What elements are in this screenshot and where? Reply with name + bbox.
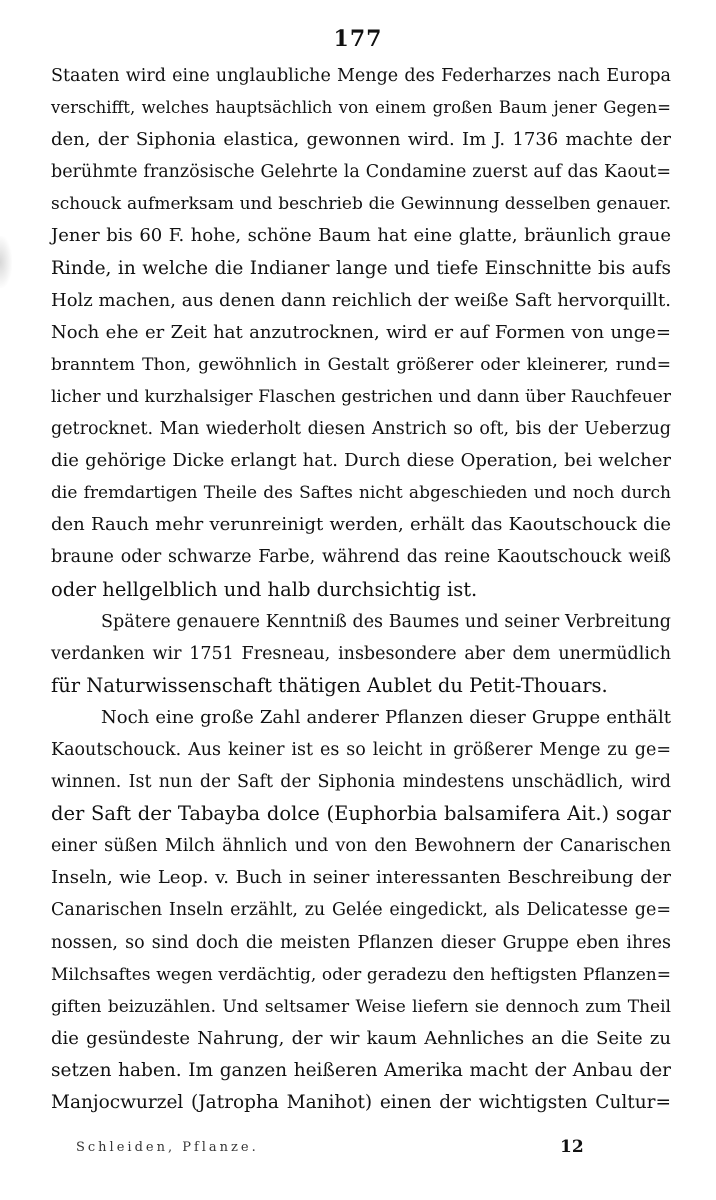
text-line: Staaten wird eine unglaubliche Menge des Federharzes nach Europa xyxy=(51,66,671,86)
text-line: Jener bis 60 F. hohe, schöne Baum hat eine glatte, bräunlich graue xyxy=(51,225,671,247)
text-line: Spätere genauere Kenntniß des Baumes und seiner Verbreitung xyxy=(101,611,671,632)
text-line: Noch ehe er Zeit hat anzutrocknen, wird er auf Formen von unge= xyxy=(51,321,671,343)
text-line: Rinde, in welche die Indianer lange und tiefe Einschnitte bis aufs xyxy=(51,257,671,279)
text-line: Inseln, wie Leop. v. Buch in seiner interessanten Beschreibung der xyxy=(51,867,671,889)
page-edge-smudge xyxy=(0,236,12,288)
body-text xyxy=(51,60,671,1119)
text-line: nossen, so sind doch die meisten Pflanzen dieser Gruppe eben ihres xyxy=(51,932,671,953)
text-line: den, der Siphonia elastica, gewonnen wird. Im J. 1736 machte der xyxy=(51,129,671,151)
text-line: Canarischen Inseln erzählt, zu Gelée eingedickt, als Delicatesse ge= xyxy=(51,900,671,921)
text-line: oder hellgelblich und halb durchsichtig ist. xyxy=(51,577,478,601)
text-line: Manjocwurzel (Jatropha Manihot) einen der wichtigsten Cultur= xyxy=(51,1092,671,1113)
text-line: schouck aufmerksam und beschrieb die Gewinnung desselben genauer. xyxy=(51,194,671,215)
text-line: Milchsaftes wegen verdächtig, oder geradezu den heftigsten Pflanzen= xyxy=(51,964,671,985)
text-line: branntem Thon, gewöhnlich in Gestalt größerer oder kleinerer, rund= xyxy=(51,354,671,375)
text-line: verdanken wir 1751 Fresneau, insbesondere aber dem unermüdlich xyxy=(51,643,671,664)
text-line: braune oder schwarze Farbe, während das reine Kaoutschouck weiß xyxy=(51,547,671,568)
text-line: Noch eine große Zahl anderer Pflanzen dieser Gruppe enthält xyxy=(101,706,671,728)
text-line: einer süßen Milch ähnlich und von den Bewohnern der Canarischen xyxy=(51,836,671,857)
text-line: den Rauch mehr verunreinigt werden, erhält das Kaoutschouck die xyxy=(51,514,671,536)
text-line: verschifft, welches hauptsächlich von einem großen Baum jener Gegen= xyxy=(51,98,671,118)
page-number: 177 xyxy=(333,26,383,52)
text-line: die gehörige Dicke erlangt hat. Durch diese Operation, bei welcher xyxy=(51,450,671,472)
text-line: setzen haben. Im ganzen heißeren Amerika macht der Anbau der xyxy=(51,1059,671,1081)
footer-signature: Schleiden, Pflanze. xyxy=(76,1140,259,1155)
text-line: die fremdartigen Theile des Saftes nicht abgeschieden und noch durch xyxy=(51,483,671,504)
text-line: licher und kurzhalsiger Flaschen gestrichen und dann über Rauchfeuer xyxy=(51,386,671,407)
text-line: Kaoutschouck. Aus keiner ist es so leicht in größerer Menge zu ge= xyxy=(51,739,671,760)
text-line: giften beizuzählen. Und seltsamer Weise liefern sie dennoch zum Theil xyxy=(51,996,671,1017)
sheet-number: 12 xyxy=(560,1137,584,1157)
text-line: Holz machen, aus denen dann reichlich der weiße Saft hervorquillt. xyxy=(51,289,671,311)
text-line: die gesündeste Nahrung, der wir kaum Aehnliches an die Seite zu xyxy=(51,1027,671,1049)
text-line: winnen. Ist nun der Saft der Siphonia mindestens unschädlich, wird xyxy=(51,772,671,793)
text-line: getrocknet. Man wiederholt diesen Anstrich so oft, bis der Ueberzug xyxy=(51,419,671,440)
text-line: berühmte französische Gelehrte la Condamine zuerst auf das Kaout= xyxy=(51,162,671,183)
text-line: für Naturwissenschaft thätigen Aublet du Petit-Thouars. xyxy=(51,673,608,697)
text-line: der Saft der Tabayba dolce (Euphorbia balsamifera Ait.) sogar xyxy=(51,802,671,826)
